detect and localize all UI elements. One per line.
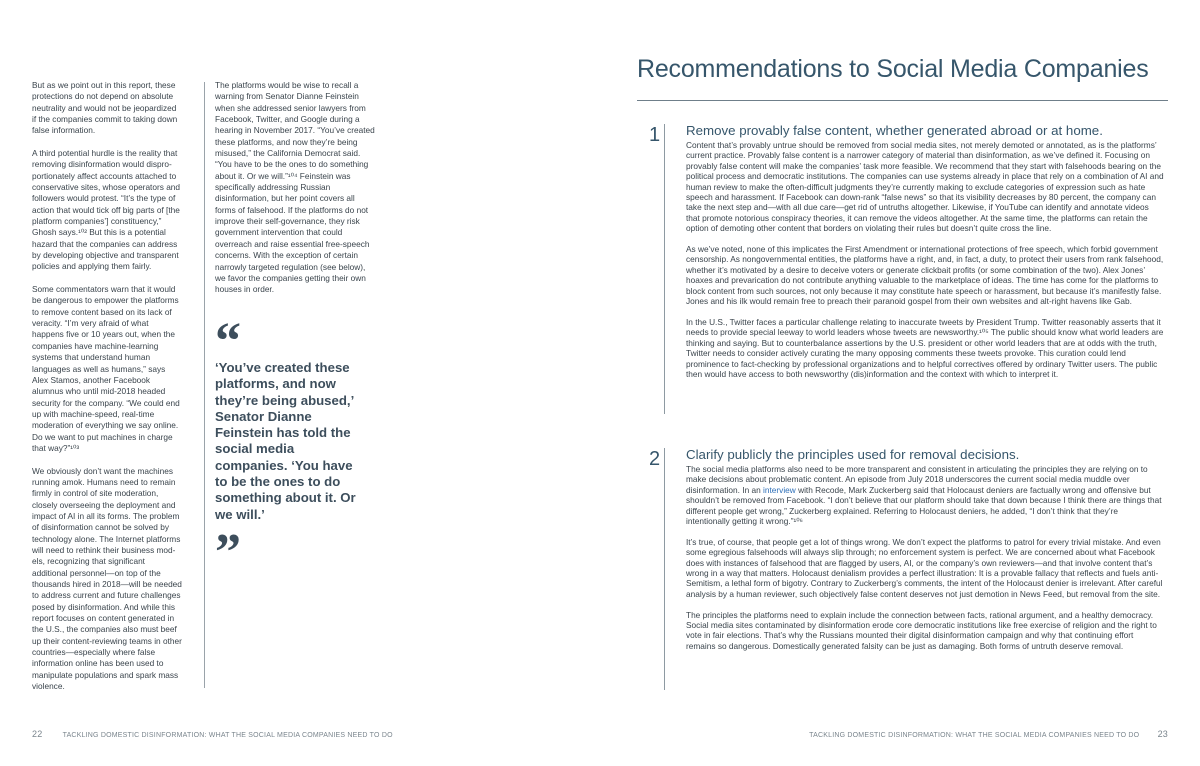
- right-page: [600, 0, 1200, 766]
- page-number: 22: [32, 729, 43, 739]
- column-divider: [204, 82, 205, 688]
- close-quote-mark: ”: [215, 523, 241, 581]
- paragraph: Content that’s provably untrue should be removed from social media sites, not merely demoted or annotated, as is the platforms’ current practice. Provably false content is a narrower category of material than disinformation, as we’ve defined it. Focusing on provably false content will make the companies’ task more feasible. We recommend that they start with falsehoods bearing on the political process and democratic institutions. The companies can use systems already in place that rely on a combination of AI and human review to make the often-difficult judgments they’re currently making to exclude categories of expression such as hate speech and harassment. If Facebook can down-rank “false news” so that its visibility decreases by 80 percent, the company can take the next step and—with all due care—get rid of untruths altogether. Likewise, if YouTube can identify and annotate videos that promote notorious conspiracy theories, it can remove the videos altogether. At the same time, the platforms can retain the option of demoting other content that borders on violating their rules but doesn’t quite cross the line.: [686, 140, 1164, 234]
- text-run: The social media platforms also need to be more transparent and consistent in articulating the principles they are relying on to make decisions about problematic content. An episode from July 2018 underscores the current social media muddle over disinformation. In an: [686, 464, 1148, 495]
- title-divider: [637, 100, 1168, 101]
- recommendation-heading: Clarify publicly the principles used for removal decisions.: [686, 447, 1020, 462]
- pull-quote: [215, 313, 365, 581]
- paragraph: Some commentators warn that it would be dangerous to empower the platforms to remove content based on its lack of veracity. “I’m very afraid of what happens five or 10 years out, when the companies have machine-learning systems that understand human languages as well as humans,” says Alex Stamos, another Facebook alumnus who until mid-2018 headed security for the company. “We could end up with machine-speed, real-time moderation of everything we say online. Do we want to put machines in charge that way?”¹⁰³: [32, 284, 180, 453]
- paragraph: A third potential hurdle is the reality that removing disinformation would disproportionately affect accounts attached to conservative sites, whose operators and followers would protest. “It’s the type of action that would tick off big parts of [the platform companies’] constituency,” Ghosh says.¹⁰² But this is a potential hazard that the companies can address by developing objective and transparent policies and applying them fairly.: [32, 148, 181, 272]
- paragraph: In the U.S., Twitter faces a particular challenge relating to inaccurate tweets by President Trump. Twitter reasonably asserts that it needs to provide special leeway to world leaders whose tweets are newsworthy.¹⁰⁵ The public should know what world leaders are thinking and saying. But to counterbalance assertions by the U.S. president or other world leaders that are at odds with the truth, Twitter needs to consider actively curating the many opposing comments these tweets provoke. This curation could lend prominence to fact-checking by professional organizations and to helpful correctives offered by ordinary Twitter users. The public then would have access to both newsworthy (dis)information and the context with which to interpret it.: [686, 316, 1164, 379]
- paragraph: The principles the platforms need to explain include the connection between facts, rational argument, and a healthy democracy. Social media sites contaminated by disinformation erode core democratic institutions like free exercise of religion and the right to vote in fair elections. That’s why the Russians mounted their digital disinformation campaign and why that continuing effort remains so dangerous. Domestically generated falsity can be just as damaging. Both forms of untruth deserve removal.: [686, 609, 1157, 651]
- paragraph: The platforms would be wise to recall a warning from Senator Dianne Feinstein when she addressed senior lawyers from Facebook, Twitter, and Google during a hearing in November 2017. “You’ve created these platforms, and now they’re being misused,” the California Democrat said. “You have to be the ones to do something about it. Or we will.”¹⁰⁴ Feinstein was specifically addressing Russian disinformation, but her point covers all forms of falsehood. If the platforms do not improve their self-governance, they risk government intervention that could overreach and raise essential free-speech concerns. With the exception of certain narrowly targeted regulation (see below), we favor the companies getting their own houses in order.: [215, 80, 375, 295]
- recommendation-number: 1: [649, 124, 661, 146]
- left-column-2: [215, 80, 375, 307]
- recommendation-body: [686, 464, 1164, 662]
- running-footer: TACKLING DOMESTIC DISINFORMATION: WHAT THE SOCIAL MEDIA COMPANIES NEED TO DO: [62, 732, 393, 739]
- page-title: Recommendations to Social Media Companies: [637, 55, 1149, 83]
- text-run: with Recode, Mark Zuckerberg said that Holocaust deniers are factually wrong and offensive but shouldn’t be removed from Facebook. “I don’t believe that our platform should take that down because I think there are things that different people get wrong,” Zuckerberg explained. Referring to Holocaust deniers, he added, “I don’t think that they’re intentionally getting it wrong.”¹⁰⁶: [686, 484, 1162, 527]
- recommendation-body: [686, 140, 1164, 390]
- running-footer: TACKLING DOMESTIC DISINFORMATION: WHAT THE SOCIAL MEDIA COMPANIES NEED TO DO: [809, 732, 1140, 739]
- paragraph: But as we point out in this report, these protections do not depend on absolute neutrality and would not be jeopardized if the companies commit to taking down false information.: [32, 80, 178, 136]
- paragraph: [686, 464, 1164, 526]
- recommendation-heading: Remove provably false content, whether generated abroad or at home.: [686, 123, 1103, 138]
- right-footer: [809, 729, 1168, 739]
- recommendation-rule: [664, 448, 665, 690]
- left-footer: [32, 729, 393, 739]
- left-column-1: [32, 80, 182, 704]
- paragraph: We obviously don’t want the machines running amok. Humans need to remain firmly in control of site moderation, closely overseeing the deployment and impact of AI in all its forms. The problem of disinformation cannot be solved by technology alone. The Internet platforms will need to rethink their business models, recognizing that significant additional personnel—on top of the thousands hired in 2018—will be needed to address current and future challenges posed by disinformation. And while this report focuses on content generated in the U.S., the companies also must beef up their content-reviewing teams in other countries—especially where false information online has been used to manipulate populations and spark mass violence.: [32, 465, 182, 692]
- page-number: 23: [1157, 729, 1168, 739]
- recommendation-number: 2: [649, 448, 661, 470]
- paragraph: As we’ve noted, none of this implicates the First Amendment or international protections of free speech, which forbid government censorship. As nongovernmental entities, the platforms have a right, and, in fact, a duty, to protect their users from rank falsehood, whether it’s motivated by a desire to deceive voters or generate clickbait profits (or some combination of the two). Alex Jones’ hoaxes and prevarication do not contribute anything valuable to the marketplace of ideas. The time has come for the platforms to block content from such sources, not only because it may constitute hate speech or harassment, but because it’s manifestly false. Jones and his ilk would remain free to preach their paranoid gospel from their own websites and alt-right havens like Gab.: [686, 244, 1164, 307]
- paragraph: It’s true, of course, that people get a lot of things wrong. We don’t expect the platforms to patrol for every trivial mistake. And even some egregious falsehoods will always slip through; no enforcement system is perfect. We are concerned about what Facebook does with instances of falsehood that are flagged by users, AI, or the company’s own reviewers—and that involve content that’s wrong in a way that matters. Holocaust denialism provides a perfect illustration: It is a provable fallacy that reflects and fuels anti-Semitism, a lethal form of bigotry. Contrary to Zuckerberg’s comments, the intent of the Holocaust denier is irrelevant. After careful analysis by a human reviewer, such objectively false content deserves not just demotion in News Feed, but removal from the site.: [686, 536, 1163, 599]
- pull-quote-text: ‘You’ve created these platforms, and now they’re being abused,’ Senator Dianne Feinstein has told the social media companies. ‘You have to be the ones to do something about it. Or we will.’: [215, 360, 356, 522]
- interview-link[interactable]: interview: [763, 484, 796, 495]
- open-quote-mark: “: [215, 313, 241, 370]
- recommendation-rule: [664, 124, 665, 414]
